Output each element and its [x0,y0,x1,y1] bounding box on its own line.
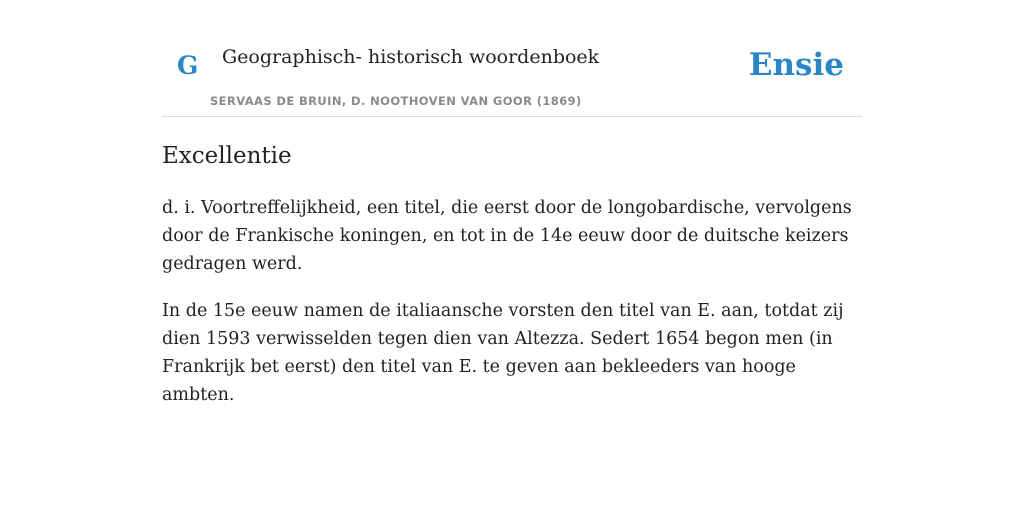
entry-paragraph: In de 15e eeuw namen de italiaansche vorsten den titel van E. aan, totdat zij dien 1593 verwisselden tegen dien van Altezza. Sedert 1654 begon men (in Frankrijk bet eerst) den titel van E. te geven aan bekleeders van hooge ambten. [162,301,844,405]
ensie-logo-link[interactable]: Ensie [748,47,844,83]
entry-title: Excellentie [162,143,292,169]
entry-body [162,194,862,409]
book-title[interactable]: Geographisch- historisch woordenboek [222,46,600,68]
page [162,0,862,409]
header [162,0,862,117]
book-logo-icon[interactable]: G [177,51,199,80]
book-authors: SERVAAS DE BRUIN, D. NOOTHOVEN VAN GOOR (1869) [210,94,582,108]
entry-paragraph: d. i. Voortreffelijkheid, een titel, die eerst door de longobardische, vervolgens door de Frankische koningen, en tot in de 14e eeuw door de duitsche keizers gedragen werd. [162,198,852,274]
